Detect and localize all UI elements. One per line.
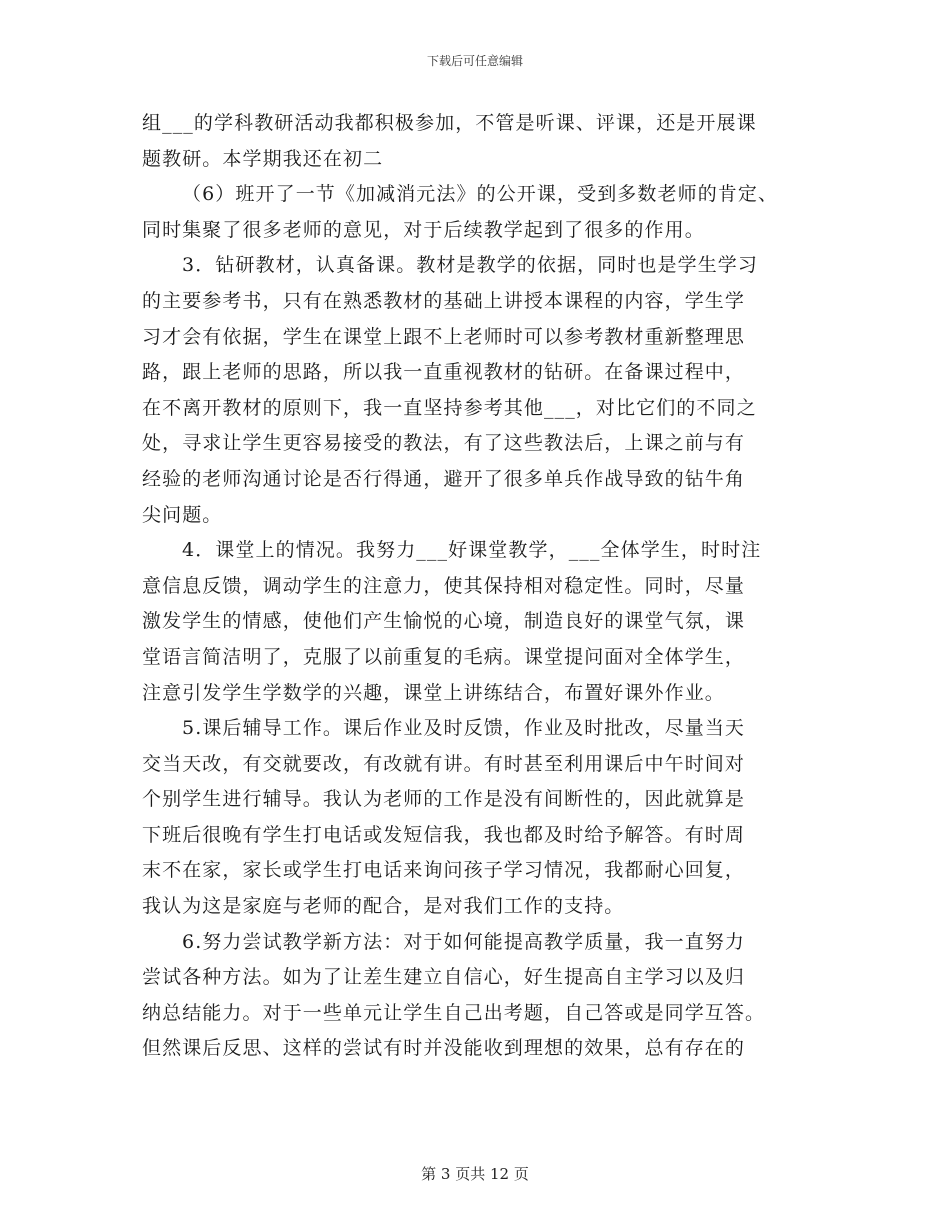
text-line: 6.努力尝试教学新方法：对于如何能提高教学质量，我一直努力 [182, 930, 746, 953]
text-line: 但然课后反思、这样的尝试有时并没能收到理想的效果，总有存在的 [142, 1037, 746, 1060]
text-line: 尖问题。 [142, 503, 223, 526]
text-line: 交当天改，有交就要改，有改就有讲。有时甚至利用课后中午时间对 [142, 752, 746, 775]
text-line: 习才会有依据，学生在课堂上跟不上老师时可以参考教材重新整理思 [142, 325, 746, 348]
text-line: 末不在家，家长或学生打电话来询问孩子学习情况，我都耐心回复， [142, 859, 746, 882]
page-header: 下载后可任意编辑 [426, 54, 523, 68]
text-line: 激发学生的情感，使他们产生愉悦的心境，制造良好的课堂气氛，课 [142, 610, 746, 633]
text-line: 题教研。本学期我还在初二 [142, 147, 384, 170]
text-line: 下班后很晚有学生打电话或发短信我，我也都及时给予解答。有时周 [142, 823, 746, 846]
text-line: 3．钻研教材，认真备课。教材是教学的依据，同时也是学生学习 [182, 254, 758, 277]
text-line: 堂语言简洁明了，克服了以前重复的毛病。课堂提问面对全体学生， [142, 645, 746, 668]
text-line: 的主要参考书，只有在熟悉教材的基础上讲授本课程的内容，学生学 [142, 289, 746, 312]
text-line: （6）班开了一节《加减消元法》的公开课，受到多数老师的肯定、 [182, 183, 779, 206]
text-line: 个别学生进行辅导。我认为老师的工作是没有间断性的，因此就算是 [142, 788, 746, 811]
text-line: 路，跟上老师的思路，所以我一直重视教材的钻研。在备课过程中， [142, 361, 746, 384]
text-line: 4．课堂上的情况。我努力___好课堂教学，___全体学生，时时注 [182, 539, 762, 562]
page-footer: 第 3 页共 12 页 [421, 1165, 529, 1183]
text-line: 注意引发学生学数学的兴趣，课堂上讲练结合，布置好课外作业。 [142, 681, 725, 704]
text-line: 意信息反馈，调动学生的注意力，使其保持相对稳定性。同时，尽量 [142, 574, 746, 597]
text-line: 我认为这是家庭与老师的配合，是对我们工作的支持。 [142, 895, 625, 918]
text-line: 5.课后辅导工作。课后作业及时反馈，作业及时批改，尽量当天 [182, 717, 746, 740]
text-line: 经验的老师沟通讨论是否行得通，避开了很多单兵作战导致的钻牛角 [142, 467, 746, 490]
document-body [142, 106, 822, 1067]
text-line: 处，寻求让学生更容易接受的教法，有了这些教法后，上课之前与有 [142, 432, 746, 455]
text-line: 尝试各种方法。如为了让差生建立自信心，好生提高自主学习以及归 [142, 966, 746, 989]
text-line: 纳总结能力。对于一些单元让学生自己出考题，自己答或是同学互答。 [142, 1001, 766, 1024]
text-line: 组___的学科教研活动我都积极参加，不管是听课、评课，还是开展课 [142, 112, 757, 134]
text-line: 在不离开教材的原则下，我一直坚持参考其他___，对比它们的不同之 [142, 396, 757, 419]
text-line: 同时集聚了很多老师的意见，对于后续教学起到了很多的作用。 [142, 218, 705, 241]
